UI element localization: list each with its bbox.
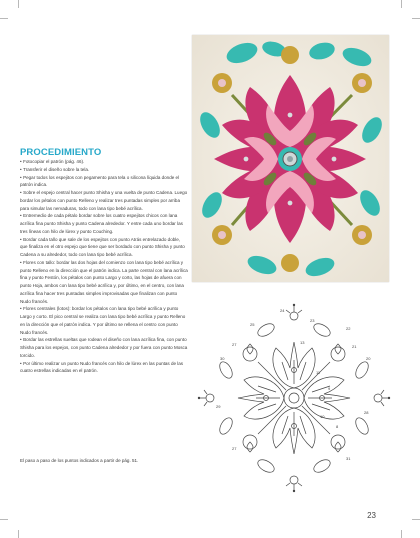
crop-mark-br-v [401, 530, 402, 538]
pattern-number: 27 [232, 342, 237, 347]
crop-mark-tl [0, 18, 8, 19]
crop-mark-tr-v [401, 0, 402, 8]
pattern-number: 28 [364, 410, 369, 415]
list-item: • Por último realizar un punto Nudo francés con hilo de lúrex en las puntas de las cuatro estrellas indicadas en el patrón. [20, 360, 184, 374]
list-item: • Flores con tallo: bordar las dos hojas del comienzo con lana tipo bebé acrílica y punto Relleno en la dirección que el patrón indica. La parte central con lana acrílica fina y punto Festón, los pétalos con punto Largo y corto, las hojas de afuera con punto Hoja, ambos con lana tipo bebé acrílica y, por último, en el centro, con lana acrílica fina hacer tres puntadas simples improvisadas que finalizan con punto Nudo francés. [20, 259, 188, 304]
list-item: • Fotocopiar el patrón (pág. 46). [20, 159, 85, 164]
page-number: 23 [367, 511, 376, 520]
pattern-number: 31 [346, 456, 351, 461]
list-item: • Transferir el diseño sobre la tela. [20, 166, 90, 172]
list-item: • Bordar cada tallo que sale de los espejitos con punto Atrás entrelazado doble, que finaliza en el otro espejo que tiene que ser bordado con punto Shisha y punto Cadena a su alrededor, todo con lana tipo bebé acrílica. [20, 236, 185, 257]
embroidery-photo [192, 35, 389, 282]
embroidery-pattern [196, 300, 392, 496]
pattern-number: 11 [316, 370, 321, 375]
crop-mark-br [412, 519, 420, 520]
list-item: • Sobre el espejo central hacer punto Shisha y una vuelta de punto Cadena. Luego bordar los pétalos con punto Relleno y realizar tres puntadas simples por arriba para simular las nervaduras, todo con lana tipo bebé acrílica. [20, 190, 188, 211]
pattern-number: 23 [310, 318, 315, 323]
pattern-number: 8 [336, 424, 339, 429]
pattern-number: 13 [300, 340, 305, 345]
pattern-number: 20 [366, 356, 371, 361]
crop-mark-bl [0, 519, 8, 520]
list-item: • Flores centrales (lotos): bordar los pétalos con lana tipo bebé acrílica y punto Largo y corto. El pico central se realiza con lana tipo bebé acrílica y punto Relleno en la dirección que el patrón indica. Y por último se rellena el centro con punto Nudo francés. [20, 306, 186, 335]
pattern-number: 10 [320, 414, 325, 419]
pattern-number: 22 [346, 326, 351, 331]
crop-mark-tr [412, 18, 420, 19]
embroidery-photo-art [192, 35, 389, 282]
crop-mark-bl-v [18, 530, 19, 538]
embroidery-pattern-drawing [196, 300, 392, 496]
list-item: • Pegar todos los espejitos con pegamento para tela o siliconа líquida donde el patrón indica. [20, 174, 180, 188]
pattern-number: 21 [352, 344, 357, 349]
pattern-number: 29 [216, 404, 221, 409]
pattern-number: 27 [232, 446, 237, 451]
pattern-number: 9 [328, 386, 331, 391]
pattern-number: 24 [280, 308, 285, 313]
crop-mark-tl-v [18, 0, 19, 8]
pattern-number: 25 [250, 322, 255, 327]
procedure-steps [20, 158, 188, 375]
pattern-number: 30 [220, 356, 225, 361]
list-item: • Bordar las estrellas sueltas que rodean el diseño con lana acrílica fina, con punto Shisha para los espejos, con punto Cadena alrededor y por fuera con punto Mosca torcido. [20, 337, 188, 358]
stitch-reference-note: El paso a paso de los puntos indicados a partir de pág. 51. [20, 458, 139, 463]
section-heading: PROCEDIMIENTO [20, 147, 102, 158]
list-item: • Entremedio de cada pétalo bordar sobre los cuatro espejitos chicos con lana acrílica fina punto Shisha y punto Cadena alrededor. Y entre cada uno bordar las tres líneas con hilo de lúrex y punto Couching. [20, 213, 183, 234]
